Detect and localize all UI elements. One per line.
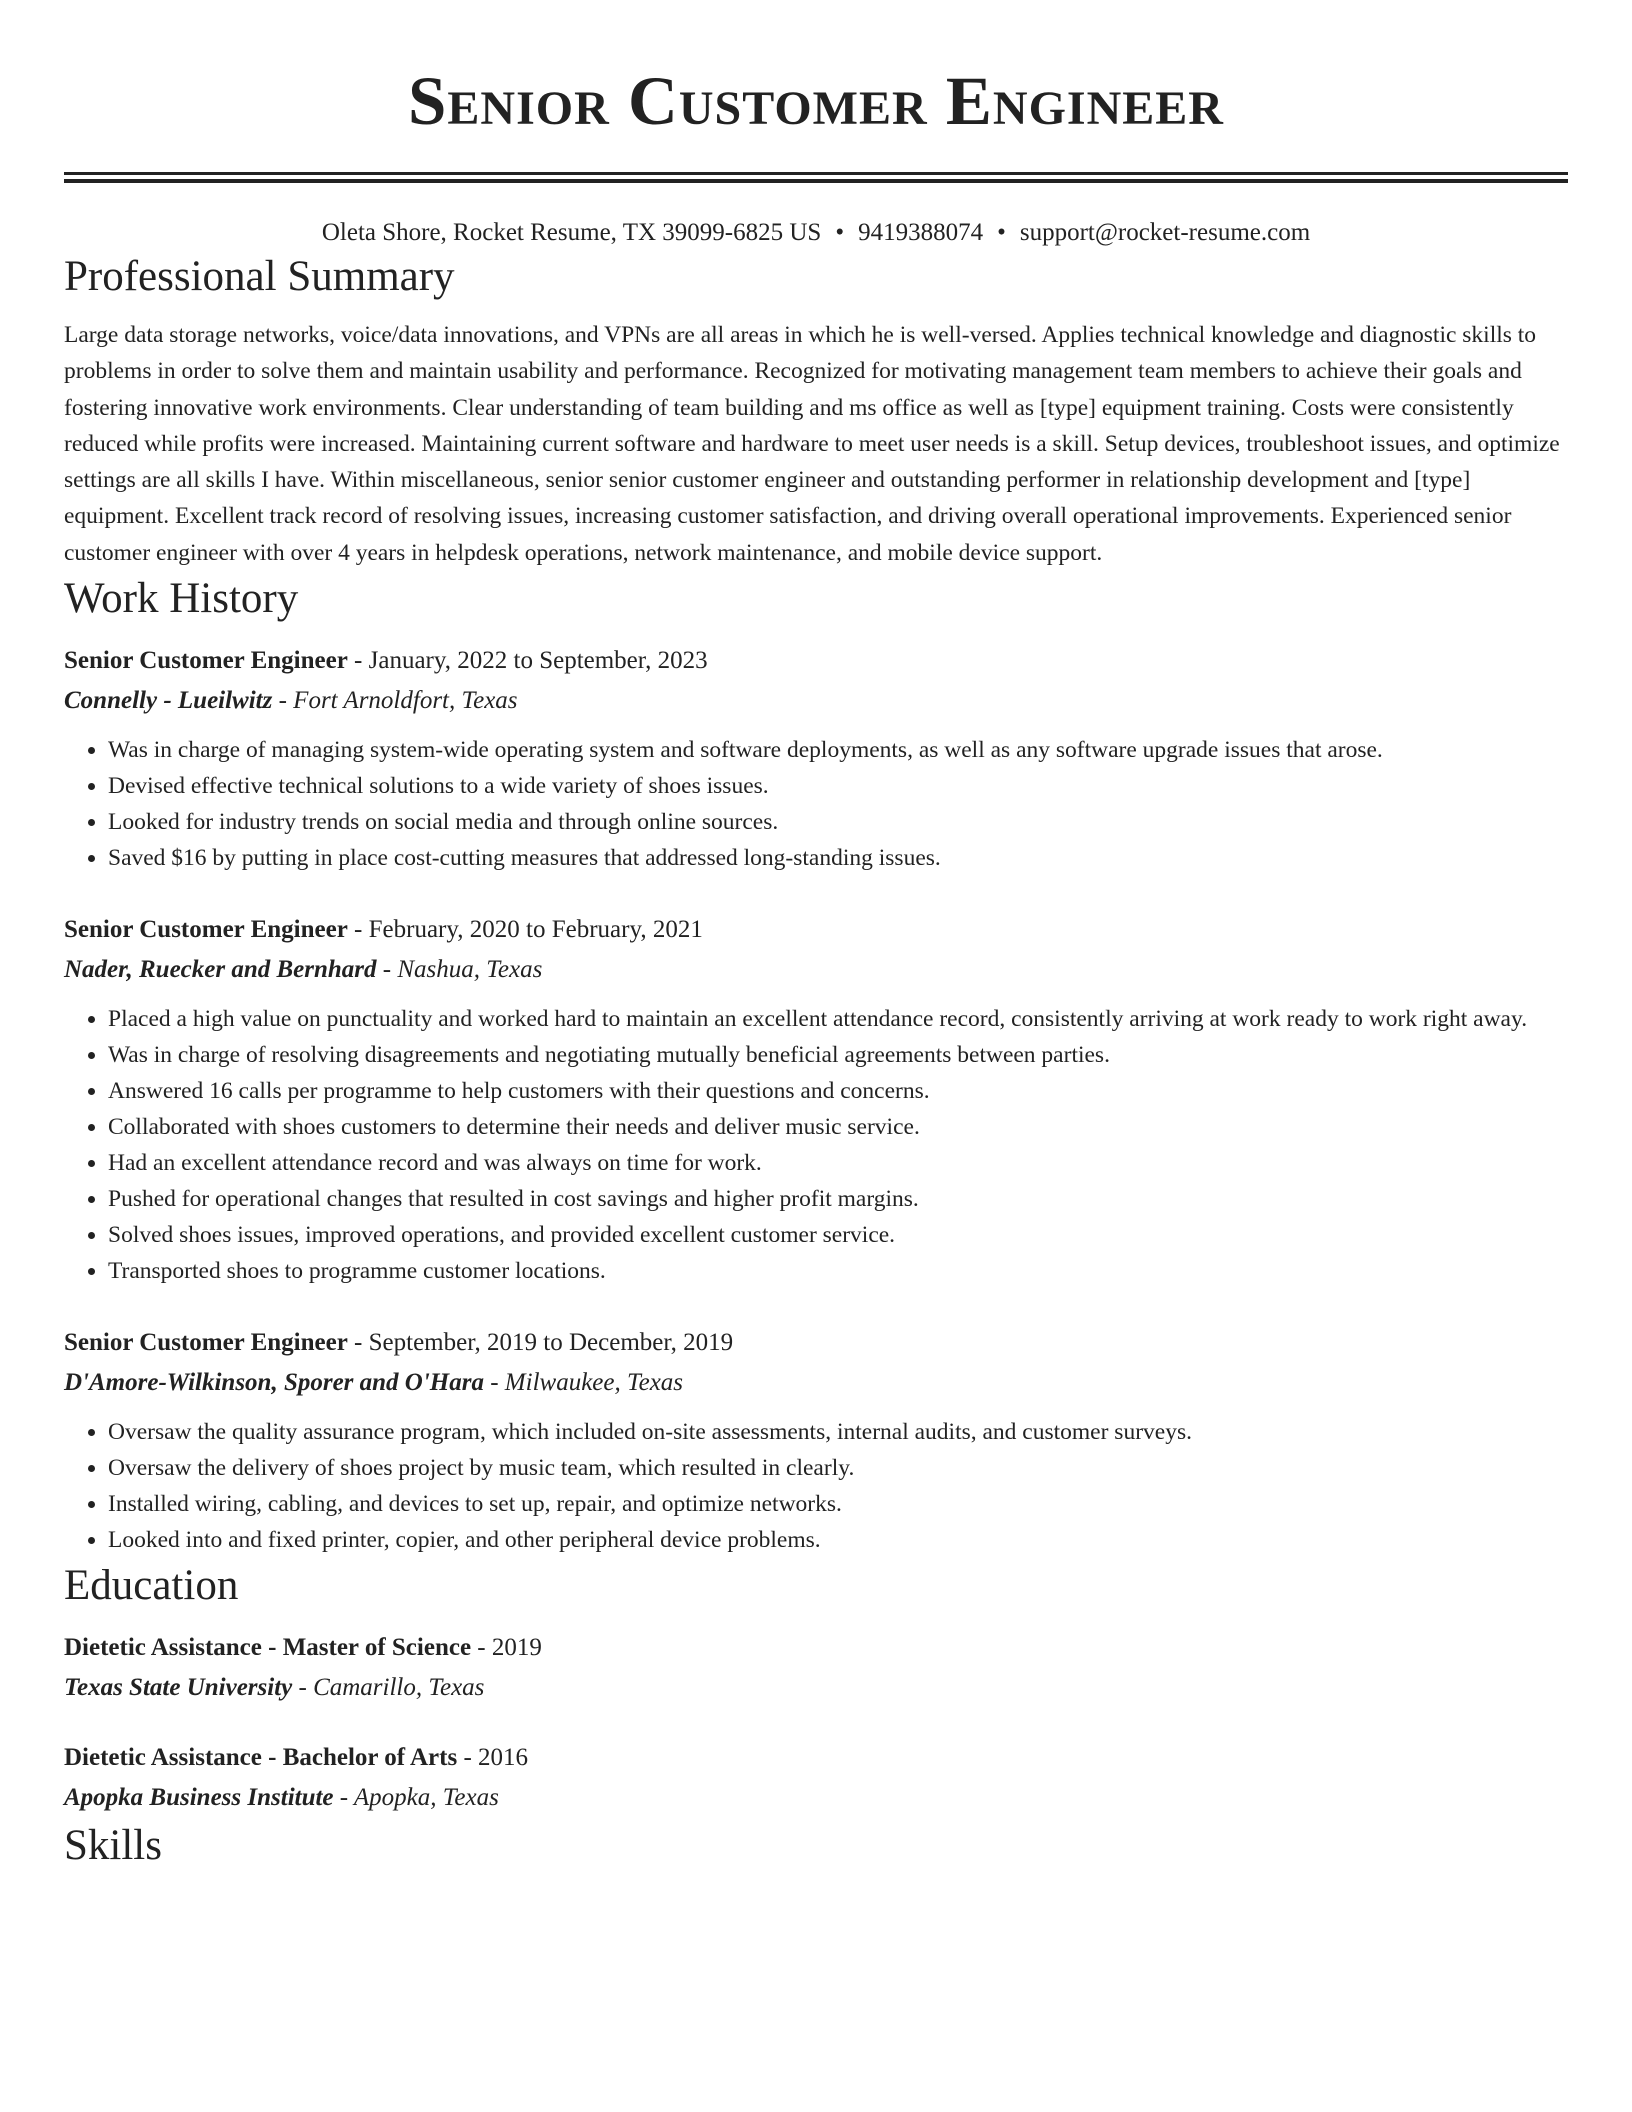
job-bullet: • Devised effective technical solutions to a wide variety of shoes issues. bbox=[108, 768, 1568, 804]
degree-year: - 2016 bbox=[457, 1744, 529, 1772]
job-bullets bbox=[64, 732, 1568, 876]
job-bullets bbox=[64, 1414, 1568, 1558]
education-heading: Education bbox=[64, 1562, 239, 1610]
degree-year: - 2019 bbox=[471, 1634, 542, 1662]
school-name: Apopka Business Institute bbox=[64, 1784, 334, 1812]
degree-line bbox=[64, 1628, 1568, 1668]
contact-email[interactable]: support@rocket-resume.com bbox=[1019, 219, 1311, 246]
contact-separator: • bbox=[997, 219, 1006, 246]
job-bullet: • Looked for industry trends on social media and through online sources. bbox=[108, 804, 1568, 840]
job-company-line bbox=[64, 950, 1568, 990]
job-bullet: • Saved $16 by putting in place cost-cutting measures that addressed long-standing issues. bbox=[108, 840, 1568, 876]
contact-line bbox=[64, 217, 1568, 249]
degree-line bbox=[64, 1738, 1568, 1778]
job-company-line bbox=[64, 681, 1568, 721]
job-location: - Fort Arnoldfort, Texas bbox=[272, 687, 518, 715]
job-dates: - September, 2019 to December, 2019 bbox=[347, 1329, 734, 1357]
school-line bbox=[64, 1778, 1568, 1818]
degree: Dietetic Assistance - Bachelor of Arts bbox=[64, 1744, 458, 1772]
job-entry bbox=[64, 1323, 1568, 1558]
education-entry bbox=[64, 1628, 1568, 1708]
job-company-line bbox=[64, 1363, 1568, 1403]
school-location: - Apopka, Texas bbox=[333, 1784, 499, 1812]
job-location: - Nashua, Texas bbox=[376, 956, 543, 984]
job-bullet: • Installed wiring, cabling, and devices to set up, repair, and optimize networks. bbox=[108, 1486, 1568, 1522]
job-bullets bbox=[64, 1001, 1568, 1289]
job-dates: - January, 2022 to September, 2023 bbox=[347, 647, 708, 675]
contact-phone[interactable]: 9419388074 bbox=[858, 219, 984, 246]
resume-title: Senior Customer Engineer bbox=[408, 63, 1224, 139]
school-line bbox=[64, 1668, 1568, 1708]
summary-text: Large data storage networks, voice/data innovations, and VPNs are all areas in which he is well-versed. Applies technical knowledge and diagnostic skills to problems in order to solve them and maintain usability and performance. Recognized for motivating management team members to achieve their goals and fostering innovative work environments. Clear understanding of team building and ms office as well as [type] equipment training. Costs were consistently reduced while profits were increased. Maintaining current software and hardware to meet user needs is a skill. Setup devices, troubleshoot issues, and optimize settings are all skills I have. Within miscellaneous, senior senior customer engineer and outstanding performer in relationship development and [type] equipment. Excellent track record of resolving issues, increasing customer satisfaction, and driving overall operational improvements. Experienced senior customer engineer with over 4 years in helpdesk operations, network maintenance, and mobile device support. bbox=[64, 322, 1560, 566]
job-company: D'Amore-Wilkinson, Sporer and O'Hara bbox=[64, 1369, 484, 1397]
title-double-rule bbox=[64, 172, 1568, 183]
job-entry bbox=[64, 641, 1568, 876]
school-name: Texas State University bbox=[64, 1674, 293, 1702]
job-bullet: • Pushed for operational changes that resulted in cost savings and higher profit margins. bbox=[108, 1181, 1568, 1217]
job-location: - Milwaukee, Texas bbox=[483, 1369, 684, 1397]
job-bullet: • Was in charge of managing system-wide operating system and software deployments, as well as any software upgrade issues that arose. bbox=[108, 732, 1568, 768]
job-title-line bbox=[64, 1323, 1568, 1363]
job-title-line bbox=[64, 641, 1568, 681]
job-bullet: • Transported shoes to programme customer locations. bbox=[108, 1253, 1568, 1289]
job-title: Senior Customer Engineer bbox=[64, 916, 348, 944]
job-title: Senior Customer Engineer bbox=[64, 647, 348, 675]
job-company: Nader, Ruecker and Bernhard bbox=[64, 956, 377, 984]
job-bullet: • Looked into and fixed printer, copier, and other peripheral device problems. bbox=[108, 1522, 1568, 1558]
contact-separator: • bbox=[835, 219, 845, 246]
degree: Dietetic Assistance - Master of Science bbox=[64, 1634, 472, 1662]
job-bullet: • Solved shoes issues, improved operations, and provided excellent customer service. bbox=[108, 1217, 1568, 1253]
education-entry bbox=[64, 1738, 1568, 1818]
work-history-heading: Work History bbox=[64, 575, 299, 623]
job-entry bbox=[64, 910, 1568, 1289]
job-company: Connelly - Lueilwitz bbox=[64, 687, 273, 715]
job-bullet: • Placed a high value on punctuality and worked hard to maintain an excellent attendance record, consistently arriving at work ready to work right away. bbox=[108, 1001, 1568, 1037]
skills-heading: Skills bbox=[64, 1822, 162, 1870]
contact-address: Oleta Shore, Rocket Resume, TX 39099-6825 US bbox=[321, 219, 822, 246]
job-bullet: • Had an excellent attendance record and was always on time for work. bbox=[108, 1145, 1568, 1181]
job-title: Senior Customer Engineer bbox=[64, 1329, 348, 1357]
job-bullet: • Oversaw the quality assurance program, which included on-site assessments, internal audits, and customer surveys. bbox=[108, 1414, 1568, 1450]
job-dates: - February, 2020 to February, 2021 bbox=[347, 916, 703, 944]
job-bullet: • Collaborated with shoes customers to determine their needs and deliver music service. bbox=[108, 1109, 1568, 1145]
school-location: - Camarillo, Texas bbox=[292, 1674, 485, 1702]
job-bullet: • Answered 16 calls per programme to help customers with their questions and concerns. bbox=[108, 1073, 1568, 1109]
job-bullet: • Was in charge of resolving disagreements and negotiating mutually beneficial agreements between parties. bbox=[108, 1037, 1568, 1073]
job-bullet: • Oversaw the delivery of shoes project by music team, which resulted in clearly. bbox=[108, 1450, 1568, 1486]
summary-heading: Professional Summary bbox=[64, 253, 455, 300]
job-title-line bbox=[64, 910, 1568, 950]
